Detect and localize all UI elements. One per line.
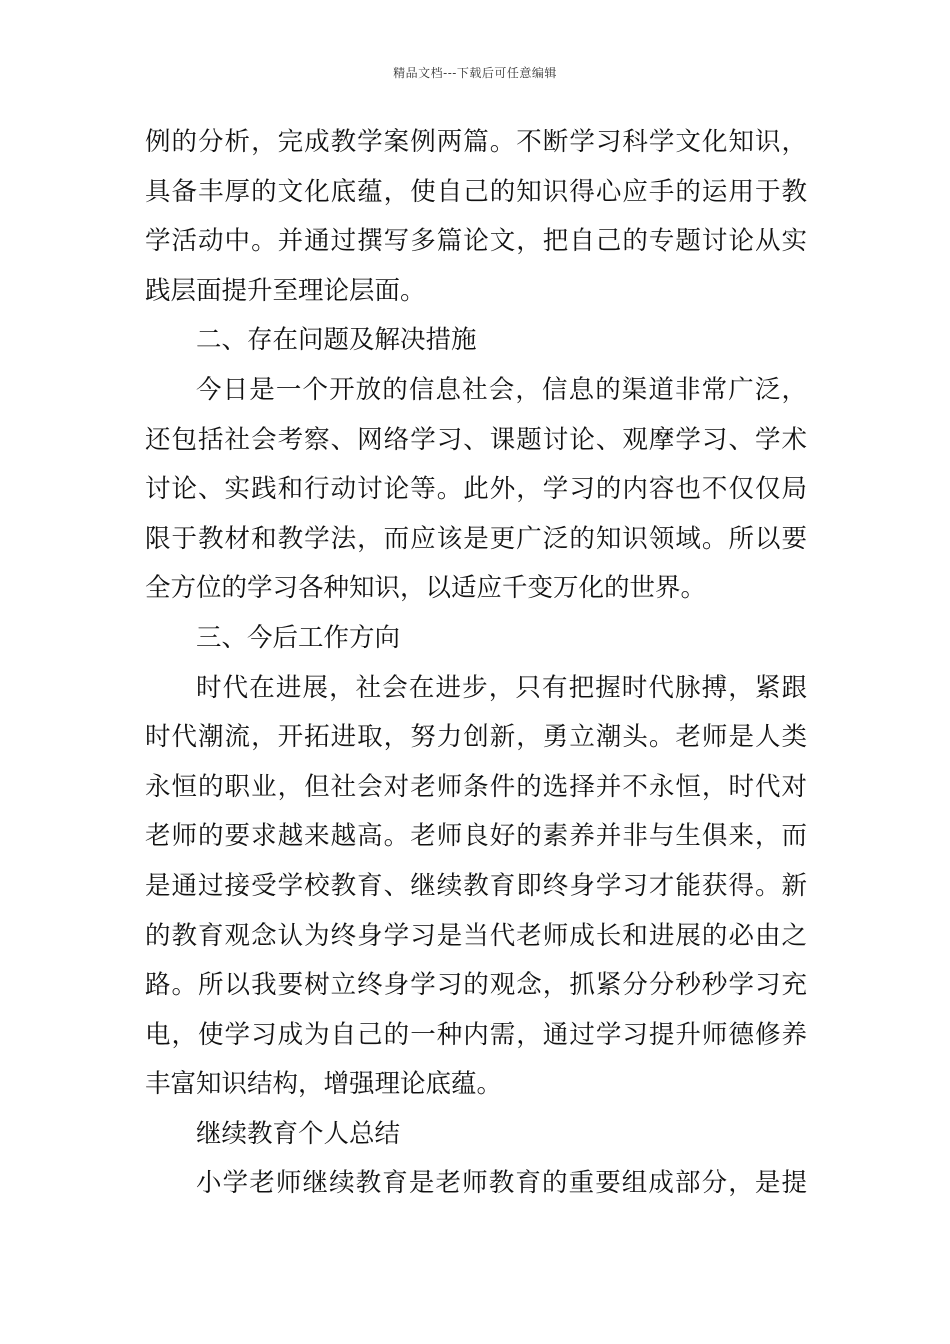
text-line: 是通过接受学校教育、继续教育即终身学习才能获得。新 xyxy=(145,870,807,901)
text-line: 路。所以我要树立终身学习的观念，抓紧分分秒秒学习充 xyxy=(145,970,807,1001)
text-line: 老师的要求越来越高。老师良好的素养并非与生俱来，而 xyxy=(145,821,807,852)
text-line: 丰富知识结构，增强理论底蕴。 xyxy=(145,1069,503,1100)
text-line: 学活动中。并通过撰写多篇论文，把自己的专题讨论从实 xyxy=(145,226,807,257)
text-line: 时代在进展，社会在进步，只有把握时代脉搏，紧跟 xyxy=(196,672,807,703)
text-line: 例的分析，完成教学案例两篇。不断学习科学文化知识， xyxy=(145,127,807,157)
text-line: 电，使学习成为自己的一种内需，通过学习提升师德修养 xyxy=(145,1019,807,1050)
text-line: 永恒的职业，但社会对老师条件的选择并不永恒，时代对 xyxy=(145,771,807,802)
text-line: 限于教材和教学法，而应该是更广泛的知识领域。所以要 xyxy=(145,523,807,554)
text-line: 讨论、实践和行动讨论等。此外，学习的内容也不仅仅局 xyxy=(145,474,807,505)
text-line: 小学老师继续教育是老师教育的重要组成部分，是提 xyxy=(196,1168,807,1199)
text-line: 践层面提升至理论层面。 xyxy=(145,275,426,306)
section-heading: 继续教育个人总结 xyxy=(196,1118,401,1149)
text-line: 具备丰厚的文化底蕴，使自己的知识得心应手的运用于教 xyxy=(145,176,807,207)
text-line: 时代潮流，开拓进取，努力创新，勇立潮头。老师是人类 xyxy=(145,722,807,753)
section-heading: 二、存在问题及解决措施 xyxy=(196,325,477,356)
document-body xyxy=(145,118,807,1209)
page-header: 精品文档---下载后可任意编辑 xyxy=(393,66,557,80)
text-line: 还包括社会考察、网络学习、课题讨论、观摩学习、学术 xyxy=(145,424,807,455)
text-line: 今日是一个开放的信息社会，信息的渠道非常广泛， xyxy=(196,374,807,405)
section-heading: 三、今后工作方向 xyxy=(196,622,401,653)
text-line: 的教育观念认为终身学习是当代老师成长和进展的必由之 xyxy=(145,920,807,951)
text-line: 全方位的学习各种知识，以适应千变万化的世界。 xyxy=(145,573,707,604)
